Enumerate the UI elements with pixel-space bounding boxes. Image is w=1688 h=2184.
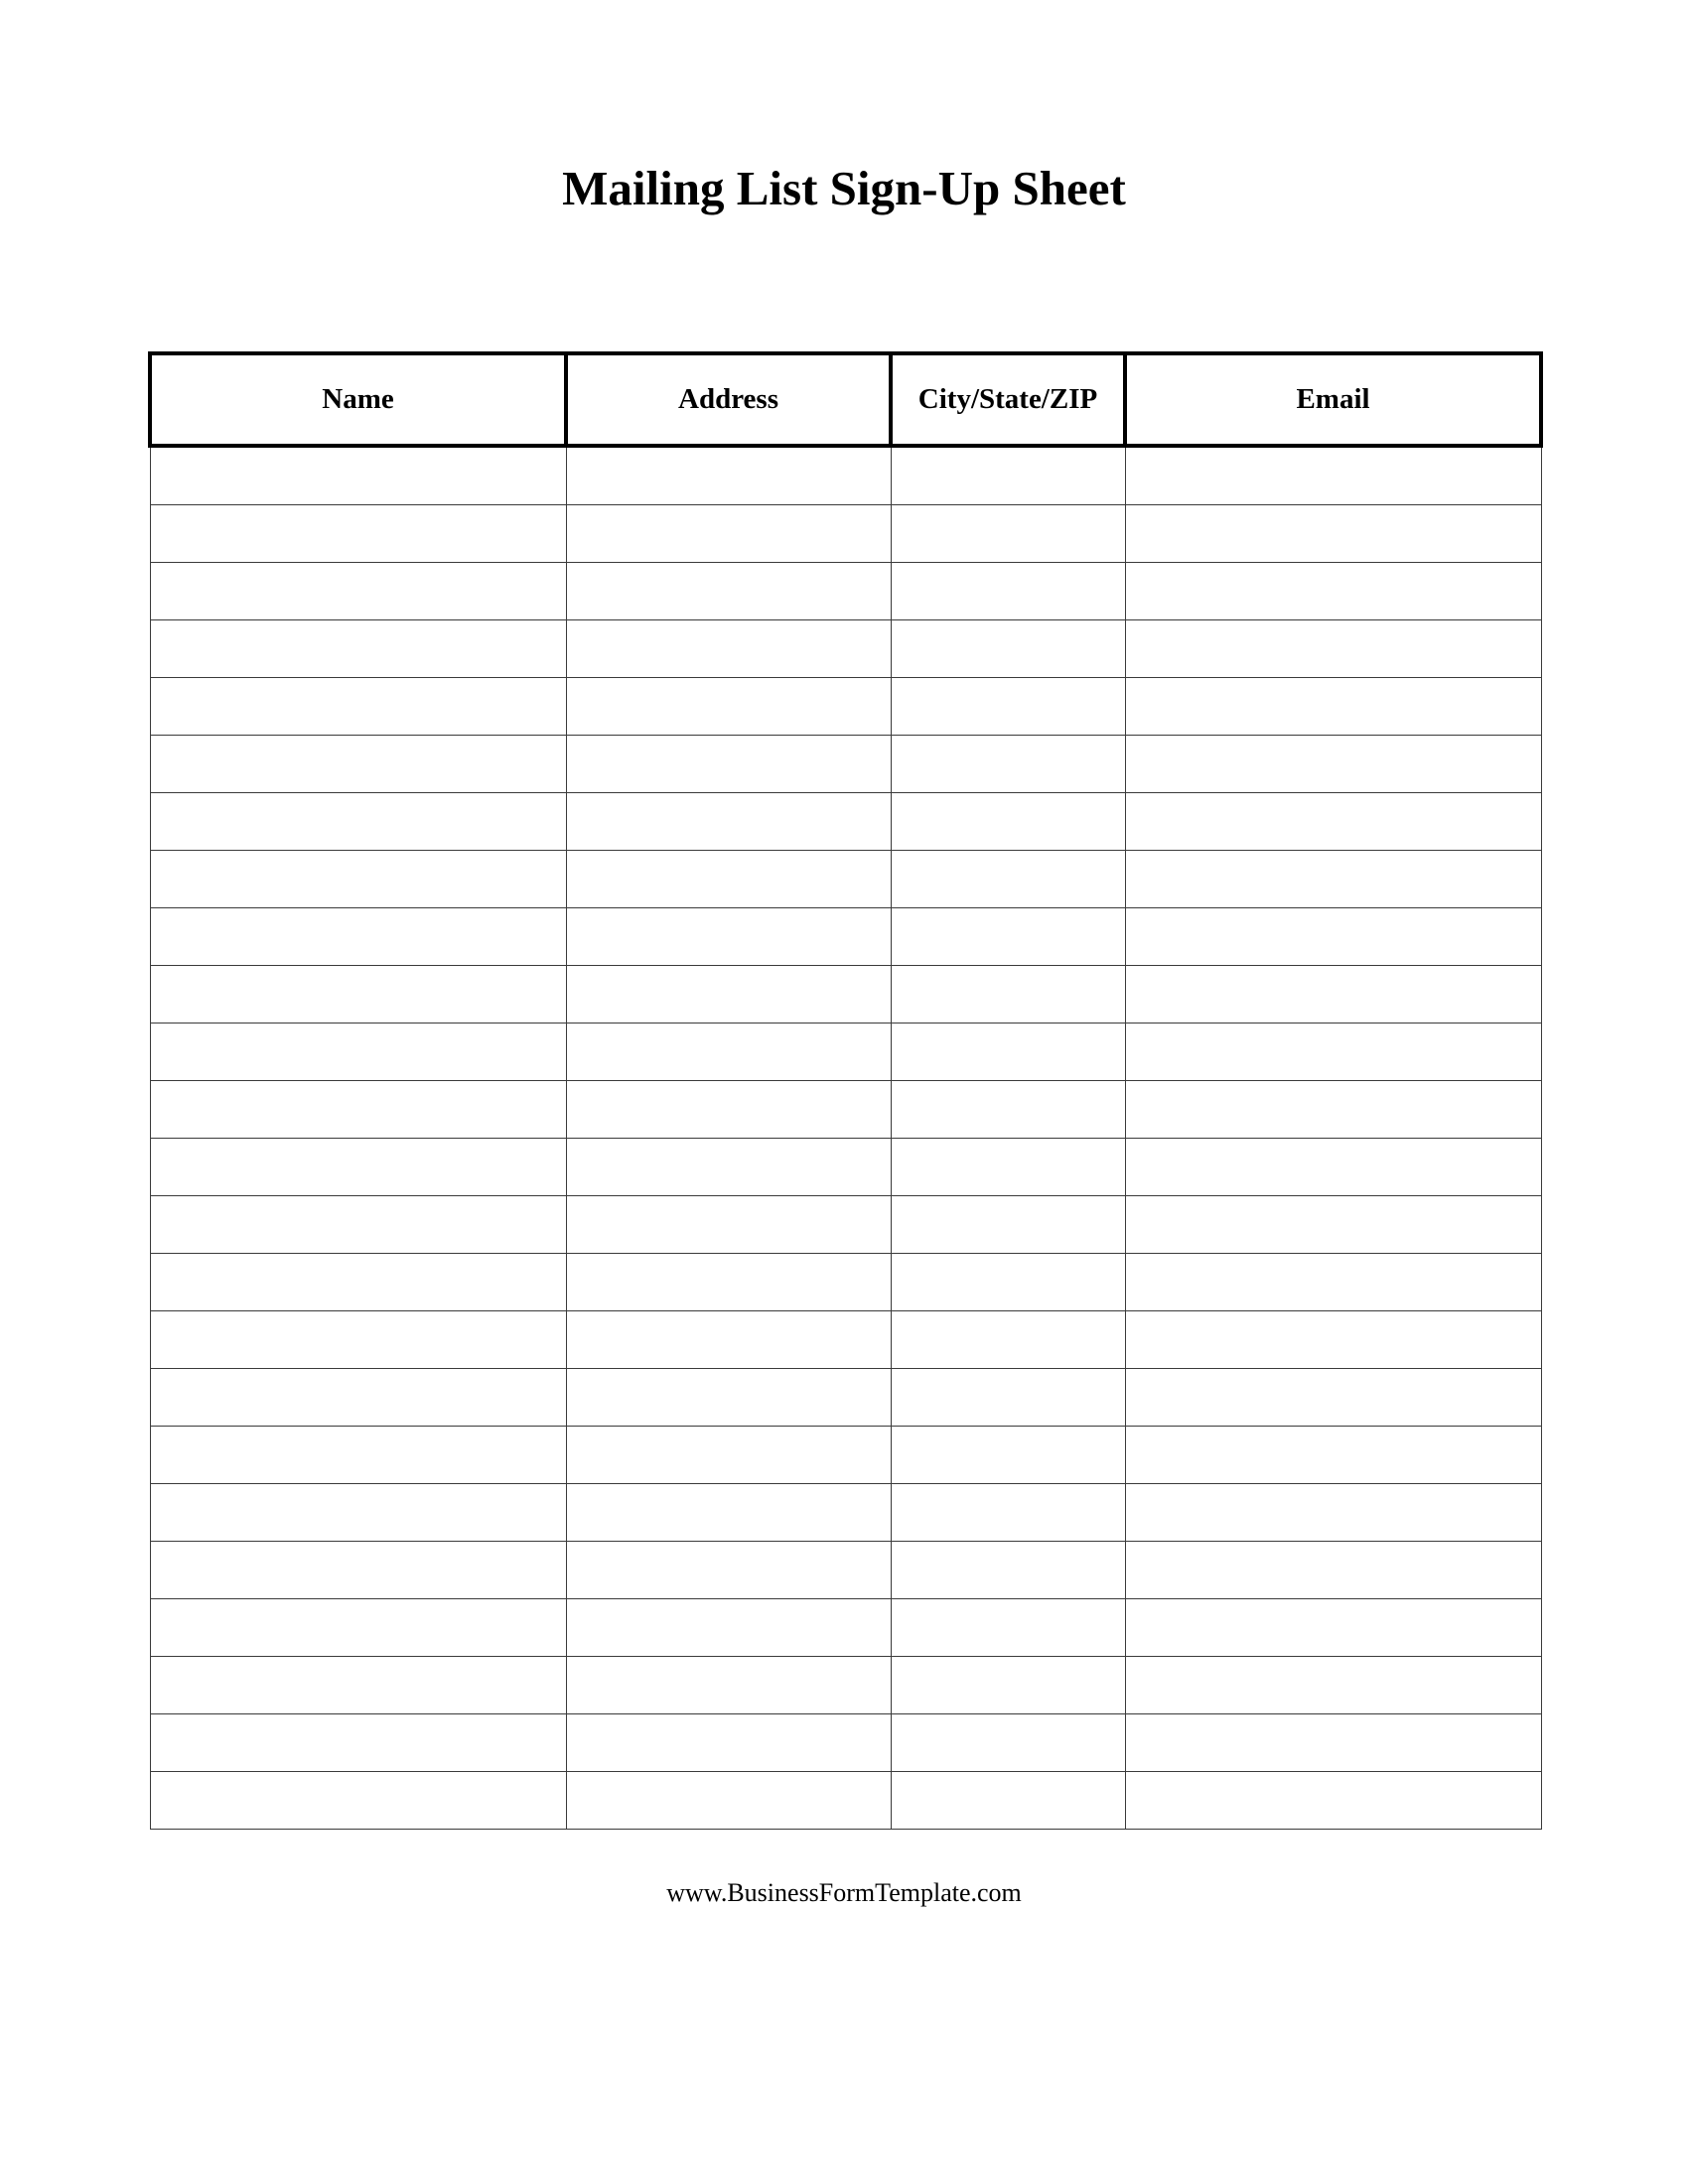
address-cell[interactable] bbox=[566, 736, 891, 793]
table-row bbox=[150, 1139, 1541, 1196]
table-row bbox=[150, 1484, 1541, 1542]
city-state-zip-cell[interactable] bbox=[891, 1542, 1125, 1599]
email-cell[interactable] bbox=[1125, 1772, 1541, 1830]
column-header-address: Address bbox=[566, 353, 891, 446]
column-header-email: Email bbox=[1125, 353, 1541, 446]
name-cell[interactable] bbox=[150, 1081, 566, 1139]
email-cell[interactable] bbox=[1125, 1254, 1541, 1311]
table-row bbox=[150, 966, 1541, 1024]
address-cell[interactable] bbox=[566, 1081, 891, 1139]
city-state-zip-cell[interactable] bbox=[891, 1139, 1125, 1196]
address-cell[interactable] bbox=[566, 793, 891, 851]
table-row bbox=[150, 678, 1541, 736]
city-state-zip-cell[interactable] bbox=[891, 1484, 1125, 1542]
city-state-zip-cell[interactable] bbox=[891, 1599, 1125, 1657]
name-cell[interactable] bbox=[150, 678, 566, 736]
email-cell[interactable] bbox=[1125, 793, 1541, 851]
city-state-zip-cell[interactable] bbox=[891, 1772, 1125, 1830]
table-row bbox=[150, 620, 1541, 678]
address-cell[interactable] bbox=[566, 1196, 891, 1254]
name-cell[interactable] bbox=[150, 1139, 566, 1196]
name-cell[interactable] bbox=[150, 1024, 566, 1081]
city-state-zip-cell[interactable] bbox=[891, 1427, 1125, 1484]
column-header-name: Name bbox=[150, 353, 566, 446]
name-cell[interactable] bbox=[150, 966, 566, 1024]
table-row bbox=[150, 1714, 1541, 1772]
table-header-row bbox=[150, 353, 1541, 446]
address-cell[interactable] bbox=[566, 678, 891, 736]
name-cell[interactable] bbox=[150, 1196, 566, 1254]
city-state-zip-cell[interactable] bbox=[891, 1657, 1125, 1714]
email-cell[interactable] bbox=[1125, 1542, 1541, 1599]
email-cell[interactable] bbox=[1125, 1311, 1541, 1369]
table-row bbox=[150, 1427, 1541, 1484]
city-state-zip-cell[interactable] bbox=[891, 1196, 1125, 1254]
city-state-zip-cell[interactable] bbox=[891, 505, 1125, 563]
address-cell[interactable] bbox=[566, 1484, 891, 1542]
address-cell[interactable] bbox=[566, 966, 891, 1024]
address-cell[interactable] bbox=[566, 620, 891, 678]
email-cell[interactable] bbox=[1125, 1024, 1541, 1081]
name-cell[interactable] bbox=[150, 563, 566, 620]
email-cell[interactable] bbox=[1125, 1427, 1541, 1484]
name-cell[interactable] bbox=[150, 620, 566, 678]
table-row bbox=[150, 851, 1541, 908]
name-cell[interactable] bbox=[150, 908, 566, 966]
email-cell[interactable] bbox=[1125, 620, 1541, 678]
table-row bbox=[150, 505, 1541, 563]
name-cell[interactable] bbox=[150, 1542, 566, 1599]
signup-table bbox=[148, 351, 1543, 1830]
email-cell[interactable] bbox=[1125, 851, 1541, 908]
email-cell[interactable] bbox=[1125, 1139, 1541, 1196]
city-state-zip-cell[interactable] bbox=[891, 966, 1125, 1024]
name-cell[interactable] bbox=[150, 1714, 566, 1772]
city-state-zip-cell[interactable] bbox=[891, 1254, 1125, 1311]
table-row bbox=[150, 1599, 1541, 1657]
name-cell[interactable] bbox=[150, 1427, 566, 1484]
email-cell[interactable] bbox=[1125, 966, 1541, 1024]
table-row bbox=[150, 1196, 1541, 1254]
name-cell[interactable] bbox=[150, 1657, 566, 1714]
address-cell[interactable] bbox=[566, 1024, 891, 1081]
email-cell[interactable] bbox=[1125, 1484, 1541, 1542]
name-cell[interactable] bbox=[150, 505, 566, 563]
table-row bbox=[150, 1081, 1541, 1139]
address-cell[interactable] bbox=[566, 1657, 891, 1714]
city-state-zip-cell[interactable] bbox=[891, 1369, 1125, 1427]
email-cell[interactable] bbox=[1125, 1081, 1541, 1139]
table-row bbox=[150, 1772, 1541, 1830]
table-row bbox=[150, 1024, 1541, 1081]
city-state-zip-cell[interactable] bbox=[891, 446, 1125, 505]
column-header-city-state-zip: City/State/ZIP bbox=[891, 353, 1125, 446]
address-cell[interactable] bbox=[566, 1427, 891, 1484]
name-cell[interactable] bbox=[150, 793, 566, 851]
name-cell[interactable] bbox=[150, 1311, 566, 1369]
email-cell[interactable] bbox=[1125, 1196, 1541, 1254]
email-cell[interactable] bbox=[1125, 1714, 1541, 1772]
name-cell[interactable] bbox=[150, 1599, 566, 1657]
footer-url: www.BusinessFormTemplate.com bbox=[666, 1878, 1022, 1907]
table-row bbox=[150, 563, 1541, 620]
table-row bbox=[150, 736, 1541, 793]
address-cell[interactable] bbox=[566, 563, 891, 620]
table-row bbox=[150, 793, 1541, 851]
city-state-zip-cell[interactable] bbox=[891, 620, 1125, 678]
city-state-zip-cell[interactable] bbox=[891, 1311, 1125, 1369]
address-cell[interactable] bbox=[566, 505, 891, 563]
address-cell[interactable] bbox=[566, 446, 891, 505]
city-state-zip-cell[interactable] bbox=[891, 678, 1125, 736]
table-row bbox=[150, 446, 1541, 505]
table-row bbox=[150, 1254, 1541, 1311]
email-cell[interactable] bbox=[1125, 1599, 1541, 1657]
table-row bbox=[150, 1311, 1541, 1369]
page-title: Mailing List Sign-Up Sheet bbox=[562, 161, 1126, 215]
email-cell[interactable] bbox=[1125, 446, 1541, 505]
email-cell[interactable] bbox=[1125, 1657, 1541, 1714]
city-state-zip-cell[interactable] bbox=[891, 736, 1125, 793]
table-row bbox=[150, 908, 1541, 966]
address-cell[interactable] bbox=[566, 1542, 891, 1599]
city-state-zip-cell[interactable] bbox=[891, 851, 1125, 908]
table-body bbox=[150, 446, 1541, 1830]
name-cell[interactable] bbox=[150, 1369, 566, 1427]
city-state-zip-cell[interactable] bbox=[891, 793, 1125, 851]
email-cell[interactable] bbox=[1125, 1369, 1541, 1427]
address-cell[interactable] bbox=[566, 1311, 891, 1369]
email-cell[interactable] bbox=[1125, 908, 1541, 966]
address-cell[interactable] bbox=[566, 1254, 891, 1311]
city-state-zip-cell[interactable] bbox=[891, 563, 1125, 620]
name-cell[interactable] bbox=[150, 1772, 566, 1830]
table-row bbox=[150, 1369, 1541, 1427]
name-cell[interactable] bbox=[150, 446, 566, 505]
name-cell[interactable] bbox=[150, 851, 566, 908]
address-cell[interactable] bbox=[566, 908, 891, 966]
name-cell[interactable] bbox=[150, 736, 566, 793]
email-cell[interactable] bbox=[1125, 563, 1541, 620]
address-cell[interactable] bbox=[566, 1714, 891, 1772]
table-row bbox=[150, 1542, 1541, 1599]
email-cell[interactable] bbox=[1125, 505, 1541, 563]
address-cell[interactable] bbox=[566, 1599, 891, 1657]
address-cell[interactable] bbox=[566, 1369, 891, 1427]
name-cell[interactable] bbox=[150, 1254, 566, 1311]
city-state-zip-cell[interactable] bbox=[891, 1081, 1125, 1139]
email-cell[interactable] bbox=[1125, 736, 1541, 793]
city-state-zip-cell[interactable] bbox=[891, 908, 1125, 966]
city-state-zip-cell[interactable] bbox=[891, 1024, 1125, 1081]
email-cell[interactable] bbox=[1125, 678, 1541, 736]
city-state-zip-cell[interactable] bbox=[891, 1714, 1125, 1772]
address-cell[interactable] bbox=[566, 1139, 891, 1196]
name-cell[interactable] bbox=[150, 1484, 566, 1542]
table-row bbox=[150, 1657, 1541, 1714]
address-cell[interactable] bbox=[566, 851, 891, 908]
address-cell[interactable] bbox=[566, 1772, 891, 1830]
